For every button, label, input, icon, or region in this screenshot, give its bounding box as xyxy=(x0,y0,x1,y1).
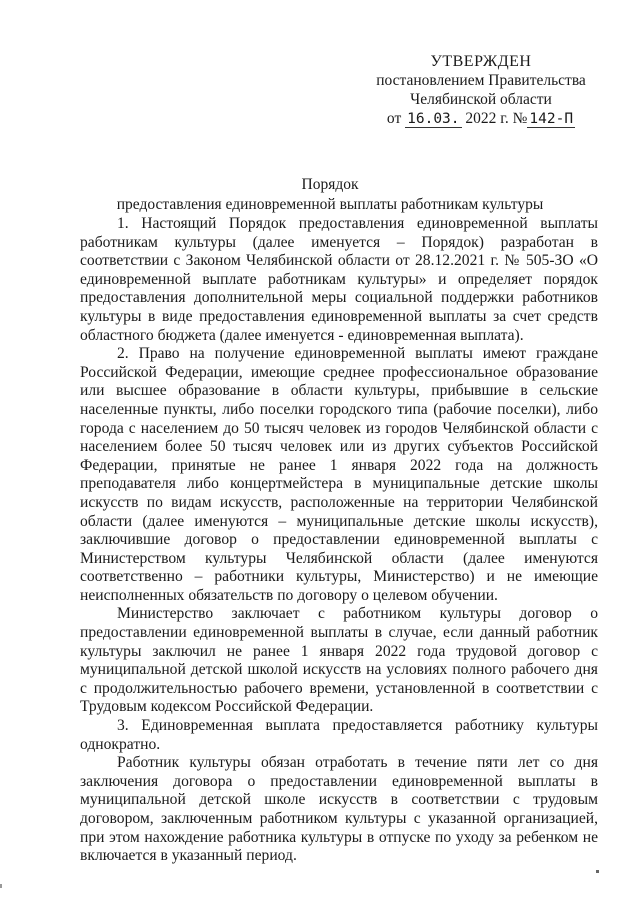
paragraph-4: 3. Единовременная выплата предоставляется работнику культуры однократно. xyxy=(80,717,598,753)
document-body xyxy=(80,215,598,866)
approval-line-2: Челябинской области xyxy=(410,91,552,108)
scan-edge-mark xyxy=(0,884,2,888)
approval-date: 16.03. xyxy=(407,111,460,127)
paragraph-2: 2. Право на получение единовременной выплаты имеют граждане Российской Федерации, имеющие среднее профессиональное образование или высшее образование в области культуры, прибывшие в сельские населенные пункты, либо поселки городского типа (рабочие поселки), либо города с населением до 50 тысяч человек из городов Челябинской области с населением более 50 тысяч человек или из других субъектов Российской Федерации, принятые не ранее 1 января 2022 года на должность преподавателя либо концертмейстера в муниципальные детские школы искусств по видам искусств, расположенные на территории Челябинской области (далее именуются – муниципальные детские школы искусств), заключившие договор о предоставлении единовременной выплаты с Министерством культуры Челябинской области (далее именуются соответственно – работники культуры, Министерство) и не имеющие неисполненных обязательств по договору о целевом обучении. xyxy=(80,345,598,604)
paragraph-1: 1. Настоящий Порядок предоставления единовременной выплаты работникам культуры (далее именуется – Порядок) разработан в соответствии с Законом Челябинской области от 28.12.2021 г. № 505-ЗО «О единовременной выплате работникам культуры» и определяет порядок предоставления дополнительной меры социальной поддержки работников культуры в виде предоставления единовременной выплаты за счет средств областного бюджета (далее именуется - единовременная выплата). xyxy=(80,215,598,344)
scan-dot xyxy=(596,870,599,873)
document-heading xyxy=(80,175,580,215)
approval-title: УТВЕРЖДЕН xyxy=(430,53,532,70)
approval-stamp xyxy=(350,52,612,129)
document-title: Порядок xyxy=(301,176,359,193)
approval-prefix: от xyxy=(386,110,402,127)
paragraph-3: Министерство заключает с работником культуры договор о предоставлении единовременной выплаты в случае, если данный работник культуры заключил не ранее 1 января 2022 года трудовой договор с муниципальной детской школой искусств на условиях полного рабочего дня с продолжительностью рабочего времени, установленной в соответствии с Трудовым кодексом Российской Федерации. xyxy=(80,605,598,716)
paragraph-5: Работник культуры обязан отработать в течение пяти лет со дня заключения договора о предоставлении единовременной выплаты в муниципальной детской школе искусств в соответствии с трудовым договором, заключенным работником культуры с указанной организацией, при этом нахождение работника культуры в отпуске по уходу за ребенком не включается в указанный период. xyxy=(80,754,598,865)
document-subtitle: предоставления единовременной выплаты работникам культуры xyxy=(116,196,544,213)
approval-line-1: постановлением Правительства xyxy=(376,72,586,89)
approval-year: 2022 г. № xyxy=(465,110,528,127)
approval-number: 142-П xyxy=(529,111,574,127)
approval-date-line xyxy=(350,109,612,129)
